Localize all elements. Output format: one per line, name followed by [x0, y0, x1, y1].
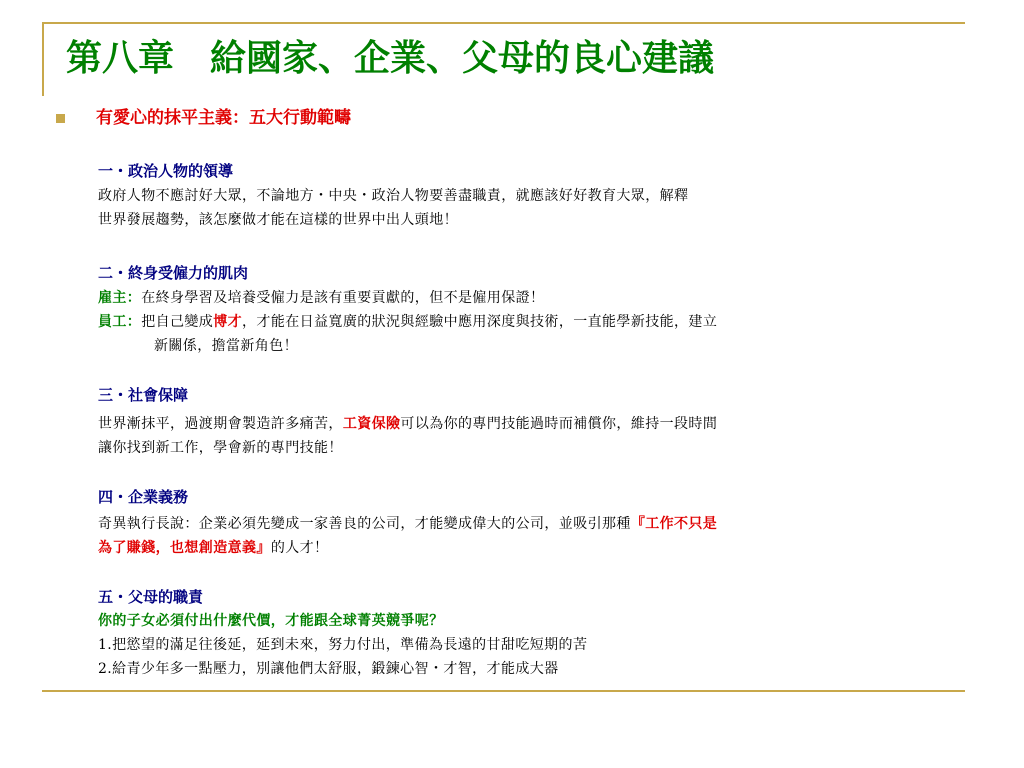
section-3-line-1 — [98, 413, 717, 435]
employee-highlight: 博才 — [213, 314, 243, 330]
section-4-line-1 — [98, 513, 717, 535]
title-frame-vertical-rule — [42, 22, 44, 96]
section-3-line-2: 讓你找到新工作，學會新的專門技能！ — [98, 440, 343, 456]
footer-rule — [42, 690, 965, 692]
section-3-text-pre: 世界漸抹平，過渡期會製造許多痛苦， — [98, 416, 343, 432]
section-5-item-2: 2.給青少年多一點壓力，別讓他們太舒服，鍛鍊心智・才智，才能成大器 — [98, 661, 559, 677]
section-4-quote-end: 為了賺錢，也想創造意義』 — [98, 540, 271, 556]
section-2-heading: 二・終身受僱力的肌肉 — [98, 264, 249, 282]
section-4-line-2 — [98, 537, 328, 559]
employee-line — [98, 311, 717, 333]
employer-label: 雇主： — [98, 290, 142, 306]
section-subtitle: 有愛心的抹平主義：五大行動範疇 — [96, 108, 351, 128]
section-5-heading: 五・父母的職責 — [98, 588, 204, 606]
section-4-text-pre: 奇異執行長說：企業必須先變成一家善良的公司，才能變成偉大的公司，並吸引那種 — [98, 516, 631, 532]
employer-text: 在終身學習及培養受僱力是該有重要貢獻的，但不是僱用保證！ — [141, 290, 545, 306]
slide-title: 第八章 給國家、企業、父母的良心建議 — [66, 37, 715, 79]
section-1-line-2: 世界發展趨勢，該怎麼做才能在這樣的世界中出人頭地！ — [98, 212, 458, 228]
section-4-quote-start: 『工作不只是 — [630, 516, 718, 532]
title-frame-horizontal-rule — [42, 22, 965, 24]
wage-insurance-highlight: 工資保險 — [342, 416, 401, 432]
section-4-heading: 四・企業義務 — [98, 488, 189, 506]
section-4-text-post: 的人才！ — [270, 540, 329, 556]
employee-label: 員工： — [98, 314, 142, 330]
employer-line — [98, 287, 544, 309]
section-5-item-1: 1.把慾望的滿足往後延，延到未來，努力付出，準備為長遠的甘甜吃短期的苦 — [98, 637, 588, 653]
employee-text-pre: 把自己變成 — [141, 314, 214, 330]
square-bullet-icon — [56, 114, 65, 123]
section-5-question: 你的子女必須付出什麼代價，才能跟全球菁英競爭呢？ — [98, 613, 444, 629]
employee-text-post: ，才能在日益寬廣的狀況與經驗中應用深度與技術，一直能學新技能，建立 — [242, 314, 718, 330]
section-1-line-1: 政府人物不應討好大眾，不論地方・中央・政治人物要善盡職責，就應該好好教育大眾，解釋 — [98, 188, 689, 204]
employee-line-2: 新關係，擔當新角色！ — [154, 338, 298, 354]
section-1-heading: 一・政治人物的領導 — [98, 162, 234, 180]
section-3-text-post: 可以為你的專門技能過時而補償你，維持一段時間 — [400, 416, 718, 432]
section-3-heading: 三・社會保障 — [98, 386, 189, 404]
